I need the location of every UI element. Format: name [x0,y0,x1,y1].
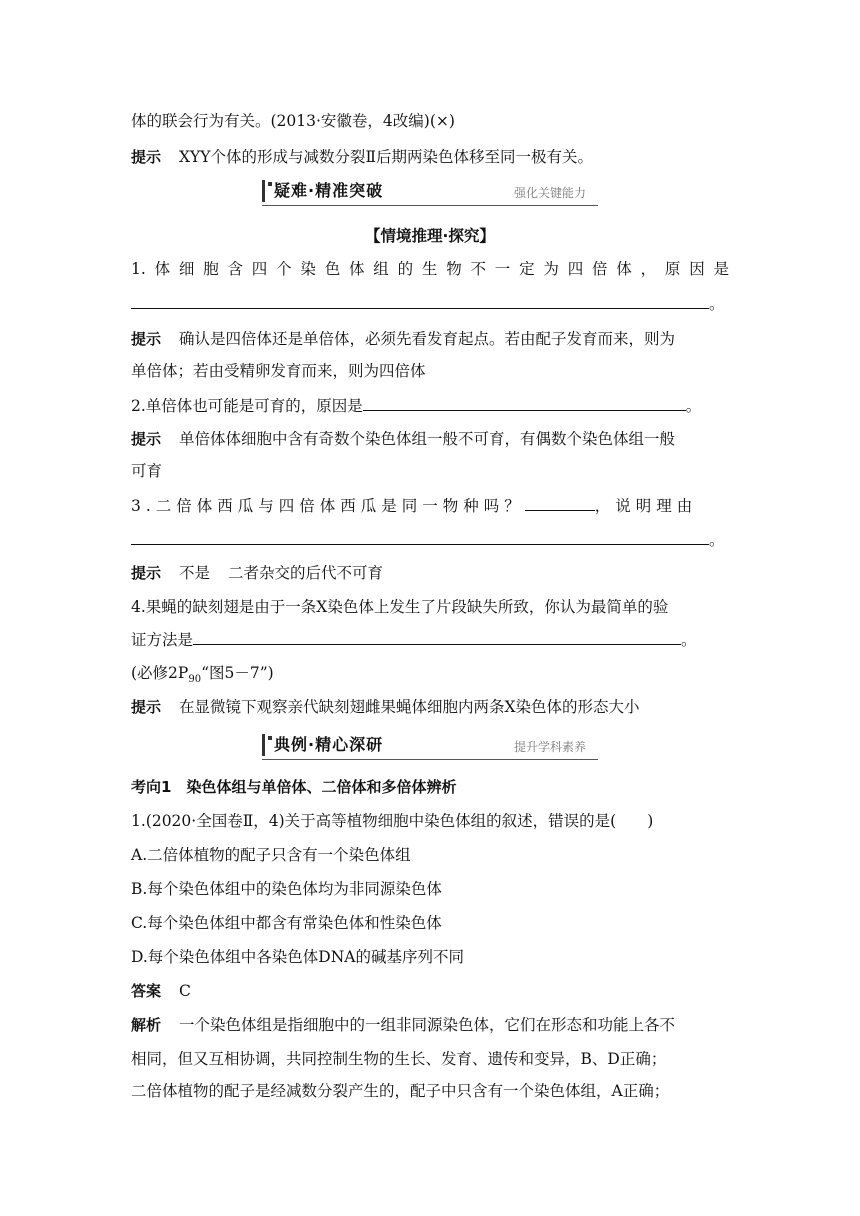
question-3-blank-line [131,528,729,551]
banner-subtitle: 强化关键能力 [513,186,586,200]
reference-text: (必修2P [131,664,189,682]
punctuation: 。 [681,631,697,649]
banner-underline [262,205,598,206]
hint-label: 提示 [131,330,162,348]
explanation-text: 一个染色体组是指细胞中的一组非同源染色体，它们在形态和功能上各不 [179,1016,676,1034]
banner-underline [262,759,598,760]
text-line [131,110,729,132]
answer-text: C [179,982,191,1000]
question-1-blank-line [131,292,729,315]
option-text: D.每个染色体组中各染色体DNA的碱基序列不同 [131,948,464,966]
topic-heading [131,776,729,798]
banner-dot [268,736,272,740]
hint-line [131,562,729,584]
answer-blank[interactable] [525,494,595,511]
answer-label: 答案 [131,982,162,1000]
banner-subtitle: 提升学科素养 [513,740,586,754]
text-line [131,360,729,382]
question-4-line-2 [131,628,729,651]
question-3 [131,494,729,517]
option-c [131,912,729,934]
heading-text: 考向1 染色体组与单倍体、二倍体和多倍体辨析 [131,778,457,796]
explanation-line [131,1014,729,1036]
hint-text: 单倍体体细胞中含有奇数个染色体组一般不可育，有偶数个染色体组一般 [179,430,676,448]
question-text: ，说明理由 [594,497,698,515]
hint-label: 提示 [131,148,162,166]
section-title: 【情境推理·探究】 [365,227,495,245]
hint-line [131,696,729,718]
hint-line [131,328,729,350]
question-2 [131,394,729,417]
explanation-line [131,1080,729,1102]
explanation-text: 相同，但又互相协调，共同控制生物的生长、发育、遗传和变异，B、D正确； [131,1050,667,1068]
hint-text: XYY个体的形成与减数分裂Ⅱ后期两染色体移至同一极有关。 [179,148,594,166]
hint-label: 提示 [131,698,162,716]
reference-line [131,662,729,691]
question-text: 2.单倍体也可能是可育的，原因是 [131,397,363,415]
answer-line [131,980,729,1002]
banner-bar [262,734,265,756]
banner-title: 典例·精心深研 [274,735,384,754]
explanation-line [131,1048,729,1070]
paragraph-text: 体的联会行为有关。(2013·安徽卷，4改编)(×) [131,112,455,130]
hint-text: 可育 [131,462,163,480]
answer-blank[interactable] [363,394,686,411]
banner-dot [268,182,272,186]
reference-text: “图5－7”) [201,664,274,682]
banner-bar [262,180,265,202]
hint-text: 单倍体；若由受精卵发育而来，则为四倍体 [131,362,426,380]
option-text: C.每个染色体组中都含有常染色体和性染色体 [131,914,442,932]
hint-text: 在显微镜下观察亲代缺刻翅雌果蝇体细胞内两条X染色体的形态大小 [179,698,640,716]
reference-subscript: 90 [188,674,202,686]
option-text: B.每个染色体组中的染色体均为非同源染色体 [131,880,442,898]
hint-text: 确认是四倍体还是单倍体，必须先看发育起点。若由配子发育而来，则为 [179,330,676,348]
hint-line [131,146,729,168]
question-text: 4.果蝇的缺刻翅是由于一条X染色体上发生了片段缺失所致，你认为最简单的验 [131,598,669,616]
punctuation: 。 [709,295,725,313]
hint-text: 不是 [179,564,211,582]
hint-label: 提示 [131,564,162,582]
banner-title: 疑难·精准突破 [274,181,384,200]
question-1 [131,258,729,280]
section-banner-difficulty [262,180,598,206]
text-line [131,460,729,482]
answer-blank[interactable] [193,628,681,645]
question-text: 1.体细胞含四个染色体组的生物不一定为四倍体，原因是 [131,260,729,278]
option-b [131,878,729,900]
option-d [131,946,729,968]
punctuation: 。 [685,397,702,415]
answer-blank[interactable] [131,528,709,545]
section-banner-examples [262,734,598,760]
hint-line [131,428,729,450]
hint-label: 提示 [131,430,162,448]
option-text: A.二倍体植物的配子只含有一个染色体组 [131,846,411,864]
question-4 [131,596,729,618]
answer-blank[interactable] [131,292,709,309]
question-text-line [131,810,729,832]
question-text: 证方法是 [131,631,194,649]
question-text: 3.二倍体西瓜与四倍体西瓜是同一物种吗？ [131,497,525,515]
explanation-text: 二倍体植物的配子是经减数分裂产生的，配子中只含有一个染色体组，A正确； [131,1082,670,1100]
hint-text: 二者杂交的后代不可育 [228,564,384,582]
punctuation: 。 [709,531,725,549]
explanation-label: 解析 [131,1016,162,1034]
option-a [131,844,729,866]
question-text: 1.(2020·全国卷Ⅱ，4)关于高等植物细胞中染色体组的叙述，错误的是( ) [131,812,654,830]
